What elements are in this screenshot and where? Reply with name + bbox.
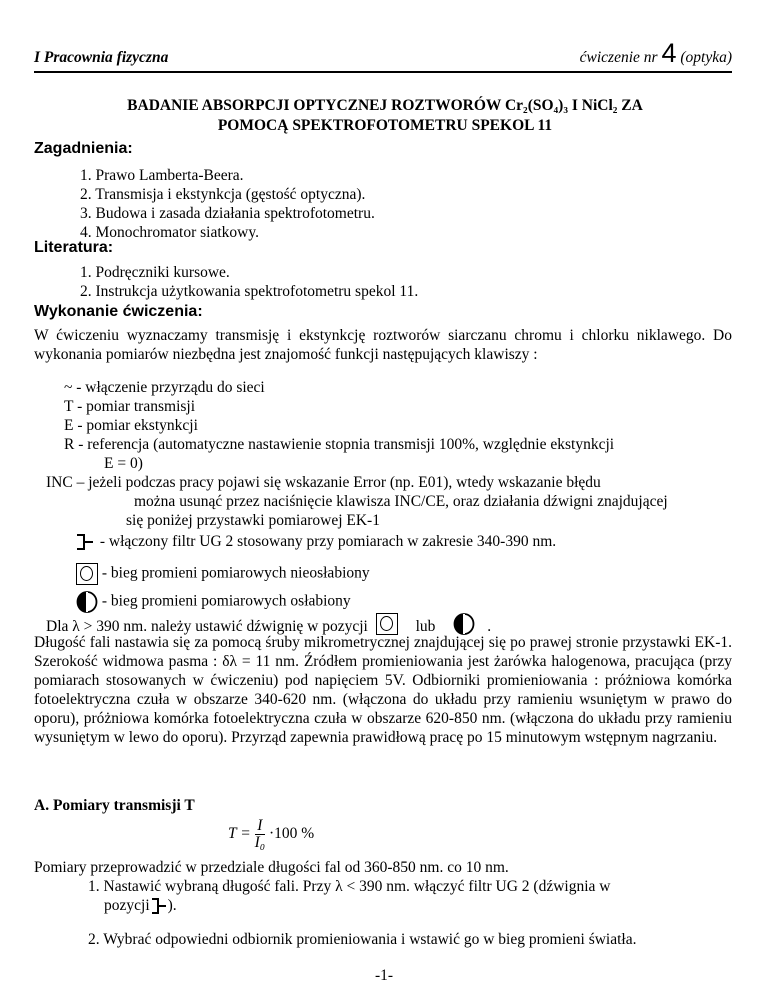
wykonanie-heading: Wykonanie ćwiczenia: bbox=[34, 303, 203, 320]
key-transmission: T - pomiar transmisji bbox=[64, 398, 196, 415]
zagadnienia-list bbox=[80, 166, 375, 242]
formula-numerator: I bbox=[255, 818, 266, 835]
title-line-1: BADANIE ABSORPCJI OPTYCZNEJ ROZTWORÓW Cr₂(SO₄)₃ I NiCl₂ ZA bbox=[127, 97, 643, 114]
unattenuated-legend-text: - bieg promieni pomiarowych nieosłabiony bbox=[101, 564, 370, 582]
step-1-pozycji: pozycji bbox=[104, 897, 150, 914]
wykonanie-intro: W ćwiczeniu wyznaczamy transmisję i ekstynkcję roztworów siarczanu chromu i chlorku niklawego. Do wykonania pomiarów niezbędna jest znajomość funkcji następujących klawiszy : bbox=[34, 327, 732, 363]
list-item: 2. Instrukcja użytkowania spektrofotometru spekol 11. bbox=[80, 283, 419, 300]
formula-fraction bbox=[255, 818, 266, 851]
key-reference-cont: E = 0) bbox=[104, 455, 143, 472]
key-power: ~ - włączenie przyrządu do sieci bbox=[64, 379, 265, 396]
header-right-suffix: (optyka) bbox=[676, 49, 732, 66]
header-right bbox=[579, 38, 732, 68]
list-item: 3. Budowa i zasada działania spektrofotometru. bbox=[80, 205, 375, 222]
range-text: Pomiary przeprowadzić w przedziale długości fal od 360-850 nm. co 10 nm. bbox=[34, 859, 509, 876]
transmission-formula bbox=[228, 818, 314, 851]
literatura-list bbox=[80, 263, 418, 301]
filter-legend bbox=[74, 532, 556, 552]
list-item: 1. Prawo Lamberta-Beera. bbox=[80, 167, 244, 184]
step-1-end: ). bbox=[167, 897, 177, 914]
exercise-number: 4 bbox=[661, 38, 677, 68]
zagadnienia-heading: Zagadnienia: bbox=[34, 140, 133, 157]
step-1-line-2 bbox=[88, 896, 734, 916]
open-beam-icon bbox=[376, 613, 398, 635]
header-left: I Pracownia fizyczna bbox=[34, 49, 169, 66]
page-number: -1- bbox=[374, 967, 394, 984]
lever-position-text: Dla λ > 390 nm. należy ustawić dźwignię w pozycji bbox=[46, 618, 368, 635]
attenuated-beam-icon bbox=[76, 591, 98, 613]
inc-description bbox=[46, 473, 668, 530]
step-1-line-1: 1. Nastawić wybraną długość fali. Przy λ < 390 nm. włączyć filtr UG 2 (dźwignia w bbox=[88, 878, 611, 895]
attenuated-legend bbox=[76, 591, 351, 613]
list-item: 1. Podręczniki kursowe. bbox=[80, 264, 230, 281]
inc-line-1: INC – jeżeli podczas pracy pojawi się wskazanie Error (np. E01), wtedy wskazanie błędu bbox=[46, 474, 601, 491]
inc-line-3: się poniżej przystawki pomiarowej EK-1 bbox=[126, 512, 380, 529]
filter-lever-icon bbox=[74, 532, 96, 552]
open-beam-icon bbox=[76, 563, 98, 585]
formula-rhs: ·100 % bbox=[269, 825, 315, 843]
keys-list bbox=[64, 378, 614, 473]
list-item: 2. Transmisja i ekstynkcja (gęstość optyczna). bbox=[80, 186, 366, 203]
inc-line-2: można usunąć przez naciśnięcie klawisza INC/CE, oraz działania dźwigni znajdującej bbox=[134, 493, 668, 510]
formula-denominator: I₀ bbox=[254, 834, 266, 851]
or-text: lub bbox=[415, 618, 436, 635]
title-line-2: POMOCĄ SPEKTROFOTOMETRU SPEKOL 11 bbox=[217, 117, 553, 134]
period: . bbox=[487, 618, 492, 635]
attenuated-legend-text: - bieg promieni pomiarowych osłabiony bbox=[101, 592, 351, 610]
step-1 bbox=[88, 877, 734, 916]
key-reference: R - referencja (automatyczne nastawienie stopnia transmisji 100%, względnie ekstynkcji bbox=[64, 436, 615, 453]
header-right-prefix: ćwiczenie nr bbox=[579, 49, 662, 66]
instrument-description: Długość fali nastawia się za pomocą śruby mikrometrycznej znajdującej się po prawej stronie przystawki EK-1. Szerokość widmowa pasma : δλ = 11 nm. Źródłem promieniowania jest żarówka halogenowa, pracująca (przy pomiarach stosowanych w ćwiczeniu) pod napięciem 5V. Odbiorniki promieniowania : próżniowa komórka fotoelektryczna czuła w obszarze 340-620 nm. (włączona do układu przy ramieniu wsuniętym w prawo do oporu), próżniowa komórka fotoelektryczna czuła w obszarze 620-850 nm. (włączona do układu przy ramieniu wysuniętym w lewo do oporu). Przyrząd zapewnia prawidłową pracę po 15 minutowym wstępnym nagrzaniu. bbox=[34, 634, 732, 746]
page-title bbox=[40, 96, 730, 136]
key-extinction: E - pomiar ekstynkcji bbox=[64, 417, 198, 434]
header-divider bbox=[34, 71, 732, 73]
literatura-heading: Literatura: bbox=[34, 239, 114, 256]
step-2: 2. Wybrać odpowiedni odbiornik promieniowania i wstawić go w bieg promieni światła. bbox=[88, 931, 637, 948]
attenuated-beam-icon bbox=[453, 613, 475, 635]
filter-legend-text: - włączony filtr UG 2 stosowany przy pomiarach w zakresie 340-390 nm. bbox=[99, 533, 557, 550]
unattenuated-legend bbox=[76, 563, 370, 585]
formula-lhs: T = bbox=[228, 825, 251, 843]
section-a-heading: A. Pomiary transmisji T bbox=[34, 797, 195, 814]
list-item: 4. Monochromator siatkowy. bbox=[80, 224, 259, 241]
filter-lever-icon bbox=[150, 896, 168, 916]
